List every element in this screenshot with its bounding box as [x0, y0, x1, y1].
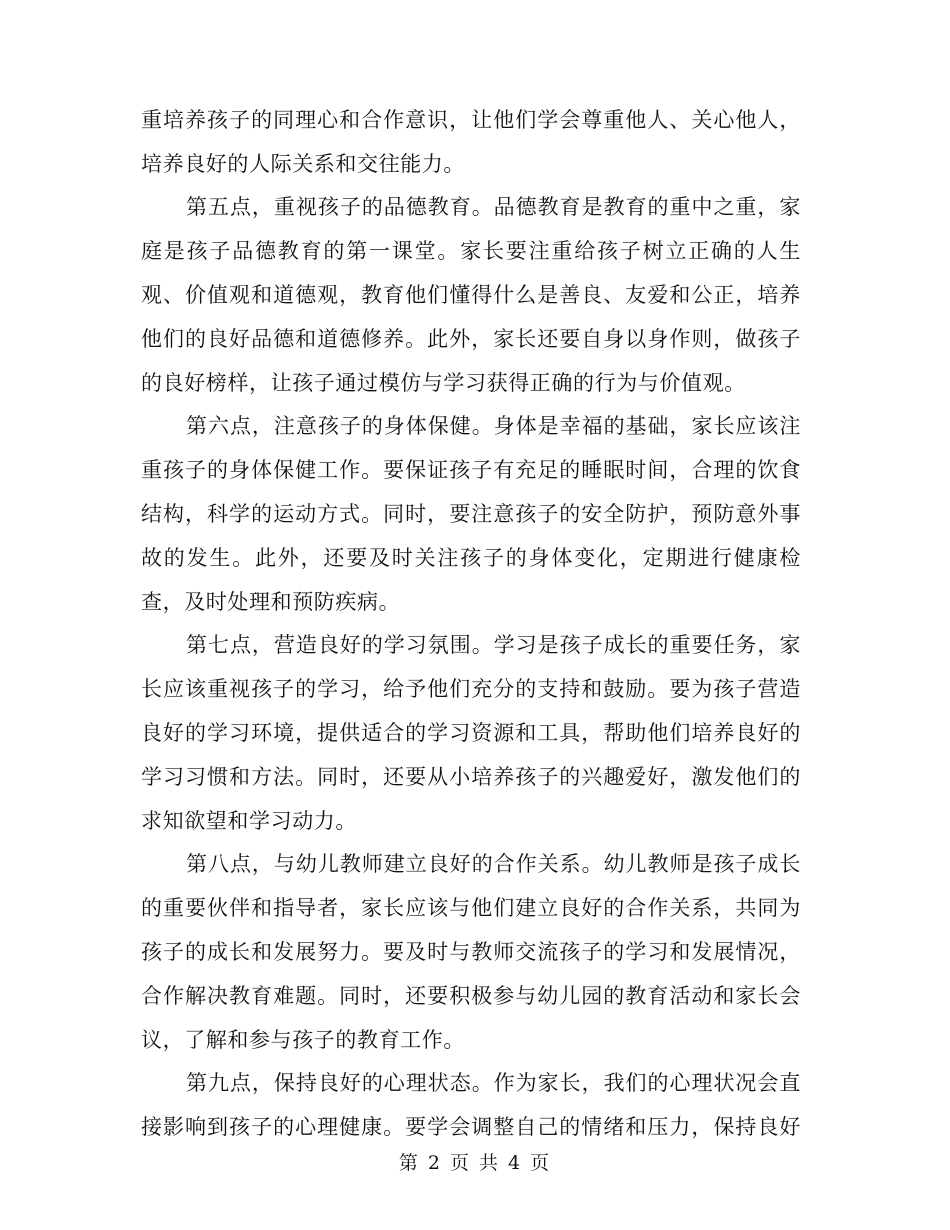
text-line-content: 第六点，注意孩子的身体保健。身体是幸福的基础，家长应该注: [186, 414, 801, 439]
text-line: [141, 98, 801, 142]
text-line: [141, 974, 801, 1018]
text-line: [141, 448, 801, 492]
text-line-content: 故的发生。此外，还要及时关注孩子的身体变化，定期进行健康检: [141, 545, 801, 570]
text-line-content: 孩子的成长和发展努力。要及时与教师交流孩子的学习和发展情况，: [141, 940, 801, 965]
text-line: [141, 142, 801, 186]
text-line: [141, 273, 801, 317]
text-line: [141, 317, 801, 361]
text-line: [141, 799, 801, 843]
text-line: [141, 755, 801, 799]
text-line-content: 第八点，与幼儿教师建立良好的合作关系。幼儿教师是孩子成长: [186, 852, 801, 877]
text-line-content: 的良好榜样，让孩子通过模仿与学习获得正确的行为与价值观。: [141, 370, 746, 395]
text-line: [141, 405, 801, 449]
text-line-content: 他们的良好品德和道德修养。此外，家长还要自身以身作则，做孩子: [141, 326, 801, 351]
text-line-content: 合作解决教育难题。同时，还要积极参与幼儿园的教育活动和家长会: [141, 983, 801, 1008]
text-line: [141, 536, 801, 580]
text-line-content: 接影响到孩子的心理健康。要学会调整自己的情绪和压力，保持良好: [141, 1115, 801, 1140]
text-line-content: 的重要伙伴和指导者，家长应该与他们建立良好的合作关系，共同为: [141, 896, 801, 921]
text-line-content: 第五点，重视孩子的品德教育。品德教育是教育的重中之重，家: [186, 195, 801, 220]
text-line: [141, 229, 801, 273]
text-line-content: 重培养孩子的同理心和合作意识，让他们学会尊重他人、关心他人，: [141, 107, 801, 132]
text-line-content: 查，及时处理和预防疾病。: [141, 589, 401, 614]
text-line-content: 第七点，营造良好的学习氛围。学习是孩子成长的重要任务，家: [186, 633, 801, 658]
text-line: [141, 886, 801, 930]
text-line-content: 议，了解和参与孩子的教育工作。: [141, 1027, 465, 1052]
text-line: [141, 580, 801, 624]
text-line-content: 结构，科学的运动方式。同时，要注意孩子的安全防护，预防意外事: [141, 502, 801, 527]
text-line: [141, 843, 801, 887]
text-line-content: 第九点，保持良好的心理状态。作为家长，我们的心理状况会直: [186, 1071, 801, 1096]
text-line: [141, 186, 801, 230]
text-line: [141, 1018, 801, 1062]
text-line-content: 重孩子的身体保健工作。要保证孩子有充足的睡眠时间，合理的饮食: [141, 458, 801, 483]
page-number-label: 第 2 页 共 4 页: [398, 1152, 552, 1174]
text-line: [141, 1105, 801, 1149]
text-line-content: 求知欲望和学习动力。: [141, 808, 357, 833]
text-line-content: 观、价值观和道德观，教育他们懂得什么是善良、友爱和公正，培养: [141, 283, 801, 308]
text-line-content: 培养良好的人际关系和交往能力。: [141, 151, 465, 176]
text-line: [141, 930, 801, 974]
text-line-content: 庭是孩子品德教育的第一课堂。家长要注重给孩子树立正确的人生: [141, 239, 801, 264]
text-line: [141, 361, 801, 405]
document-body: [141, 98, 801, 1149]
text-line-content: 良好的学习环境，提供适合的学习资源和工具，帮助他们培养良好的: [141, 721, 801, 746]
text-line: [141, 667, 801, 711]
text-line-content: 学习习惯和方法。同时，还要从小培养孩子的兴趣爱好，激发他们的: [141, 764, 801, 789]
text-line: [141, 711, 801, 755]
text-line: [141, 624, 801, 668]
text-line: [141, 492, 801, 536]
page-footer: [0, 1148, 950, 1175]
text-line: [141, 1062, 801, 1106]
text-line-content: 长应该重视孩子的学习，给予他们充分的支持和鼓励。要为孩子营造: [141, 677, 801, 702]
